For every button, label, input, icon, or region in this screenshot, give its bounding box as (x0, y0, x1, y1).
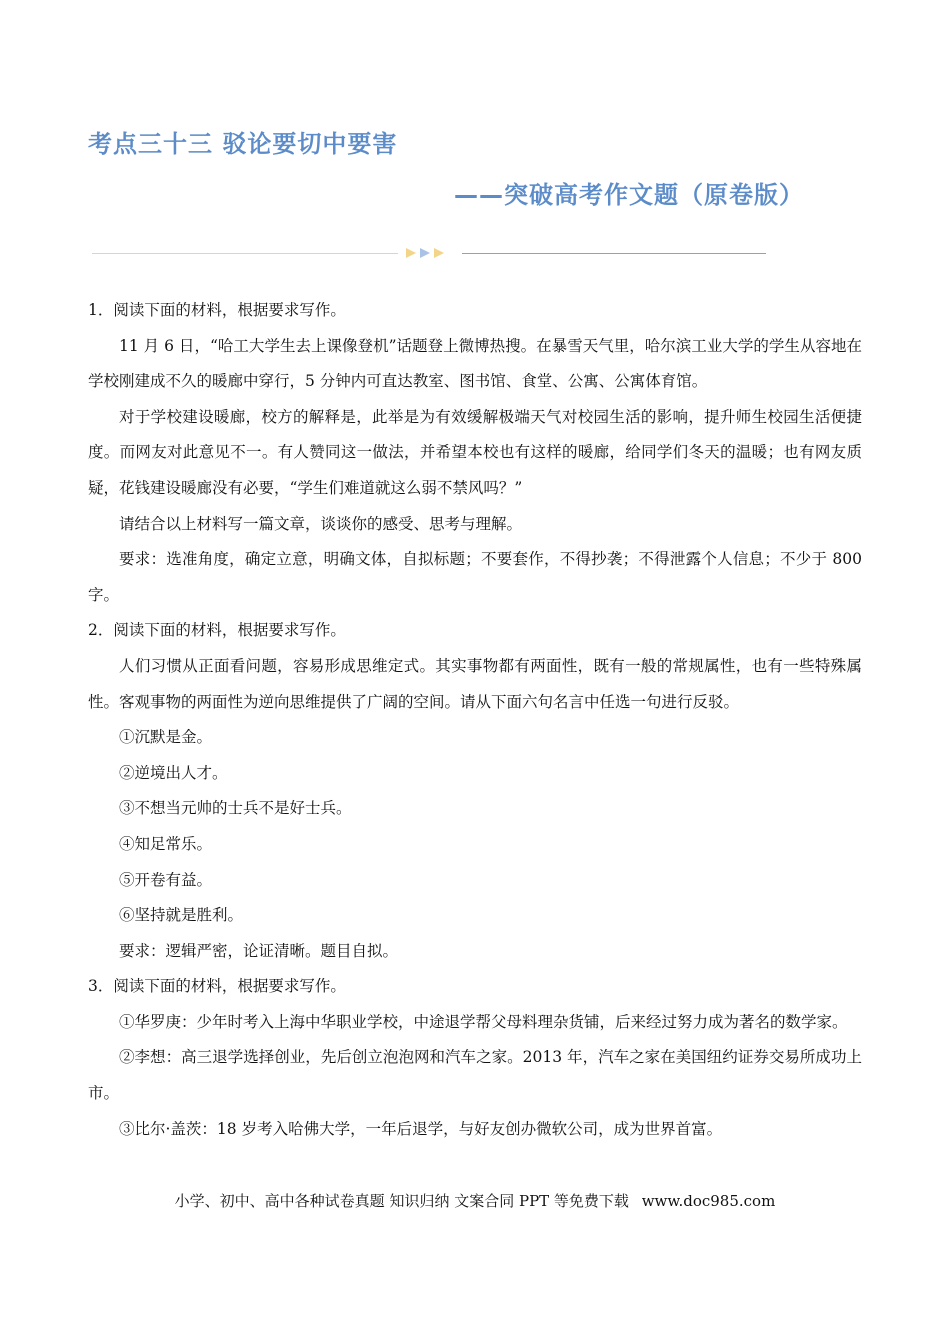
page-footer (0, 1190, 950, 1211)
page-title: 考点三十三 驳论要切中要害 (88, 130, 398, 158)
question-3-heading: 3．阅读下面的材料，根据要求写作。 (88, 977, 346, 996)
question-1-prompt: 请结合以上材料写一篇文章，谈谈你的感受、思考与理解。 (119, 514, 523, 533)
page-subtitle: ——突破高考作文题（原卷版） (454, 181, 804, 209)
question-1-paragraph: 对于学校建设暖廊，校方的解释是，此举是为有效缓解极端天气对校园生活的影响，提升师生校园生活便捷度。而网友对此意见不一。有人赞同这一做法，并希望本校也有这样的暖廊，给同学们冬天的温暖；也有网友质疑，花钱建设暖廊没有必要，“学生们难道就这么弱不禁风吗？” (88, 407, 862, 497)
question-2-option: ②逆境出人才。 (119, 763, 228, 782)
question-3-material: ②李想：高三退学选择创业，先后创立泡泡网和汽车之家。2013 年，汽车之家在美国纽约证券交易所成功上市。 (88, 1048, 862, 1103)
question-2-option: ④知足常乐。 (119, 834, 213, 853)
triple-arrow-icon (404, 246, 452, 260)
footer-text: 小学、初中、高中各种试卷真题 知识归纳 文案合同 PPT 等免费下载 (174, 1192, 629, 1210)
question-3-material: ③比尔·盖茨：18 岁考入哈佛大学，一年后退学，与好友创办微软公司，成为世界首富。 (119, 1119, 723, 1138)
question-2-requirement: 要求：逻辑严密，论证清晰。题目自拟。 (119, 941, 399, 960)
question-2-heading: 2．阅读下面的材料，根据要求写作。 (88, 621, 346, 640)
section-divider (92, 246, 766, 260)
divider-right-line (462, 253, 766, 254)
footer-url: www.doc985.com (641, 1192, 776, 1210)
question-3-material: ①华罗庚：少年时考入上海中华职业学校，中途退学帮父母料理杂货铺，后来经过努力成为著名的数学家。 (119, 1012, 848, 1031)
question-2-option: ①沉默是金。 (119, 728, 213, 747)
divider-left-line (92, 253, 398, 254)
question-1-requirement: 要求：选准角度，确定立意，明确文体，自拟标题；不要套作，不得抄袭；不得泄露个人信息；不少于 800 字。 (88, 550, 862, 604)
question-2-option: ⑥坚持就是胜利。 (119, 906, 244, 925)
question-1-heading: 1．阅读下面的材料，根据要求写作。 (88, 301, 346, 319)
question-2-option: ③不想当元帅的士兵不是好士兵。 (119, 799, 352, 818)
question-2-paragraph: 人们习惯从正面看问题，容易形成思维定式。其实事物都有两面性，既有一般的常规属性，也有一些特殊属性。客观事物的两面性为逆向思维提供了广阔的空间。请从下面六句名言中任选一句进行反驳。 (88, 656, 862, 711)
question-2-option: ⑤开卷有益。 (119, 870, 213, 889)
question-1-paragraph: 11 月 6 日，“哈工大学生去上课像登机”话题登上微博热搜。在暴雪天气里，哈尔滨工业大学的学生从容地在学校刚建成不久的暖廊中穿行，5 分钟内可直达教室、图书馆、食堂、公寓、公寓体育馆。 (88, 336, 862, 391)
question-list (88, 293, 862, 1147)
